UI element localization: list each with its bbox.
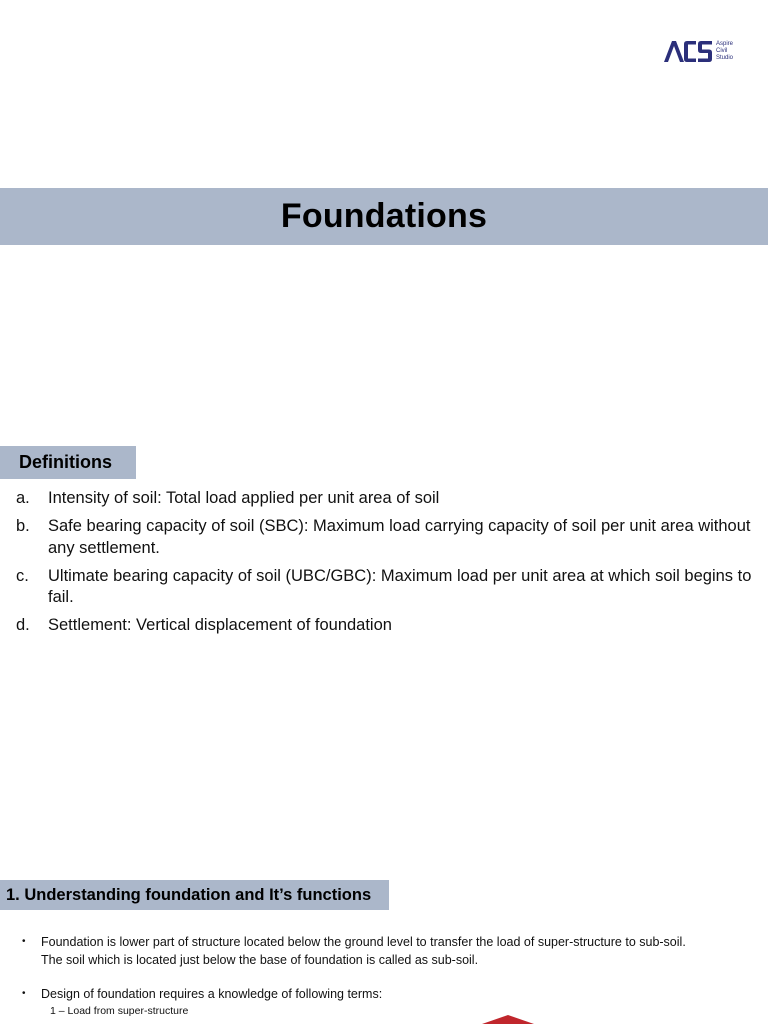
definition-text: Safe bearing capacity of soil (SBC): Maximum load carrying capacity of soil per unit area without any settlement.	[48, 517, 751, 557]
list-marker: b.	[16, 517, 30, 535]
bullet-text: Design of foundation requires a knowledge of following terms:	[41, 987, 383, 1001]
list-marker: c.	[16, 566, 29, 585]
list-marker: a.	[16, 489, 30, 507]
acs-logo-mark-icon	[663, 38, 713, 64]
sub-item-list	[50, 1004, 188, 1019]
definition-item	[16, 615, 756, 637]
bullet-marker: •	[22, 988, 26, 999]
definition-text: Ultimate bearing capacity of soil (UBC/GBC): Maximum load per unit area at which soil begins to fail.	[48, 566, 752, 606]
definitions-heading: Definitions	[0, 446, 136, 479]
definition-item	[16, 488, 756, 510]
definition-text: Settlement: Vertical displacement of foundation	[48, 616, 392, 634]
definition-item	[16, 566, 756, 609]
definition-text: Intensity of soil: Total load applied per unit area of soil	[48, 489, 440, 507]
list-marker: d.	[16, 616, 30, 634]
section-heading: 1. Understanding foundation and It’s functions	[0, 880, 389, 910]
bullet-text: Foundation is lower part of structure located below the ground level to transfer the load of super-structure to sub-soil. The soil which is located just below the base of foundation is called as sub-soil.	[41, 935, 686, 967]
foundation-figure-partial	[470, 1012, 550, 1024]
bullet-item	[22, 933, 702, 969]
logo-word: Studio	[716, 54, 734, 61]
logo-wordmark	[716, 41, 733, 62]
title-band	[0, 188, 768, 245]
page-title: Foundations	[280, 197, 488, 235]
acs-logo	[663, 36, 753, 66]
definitions-list	[16, 488, 756, 643]
bullet-marker: •	[22, 936, 26, 947]
definition-item	[16, 516, 756, 559]
logo-word: Civil	[716, 47, 728, 54]
bullet-item	[22, 985, 702, 1003]
logo-word: Aspire	[716, 40, 734, 47]
sub-item: 1 – Load from super-structure	[50, 1005, 189, 1017]
